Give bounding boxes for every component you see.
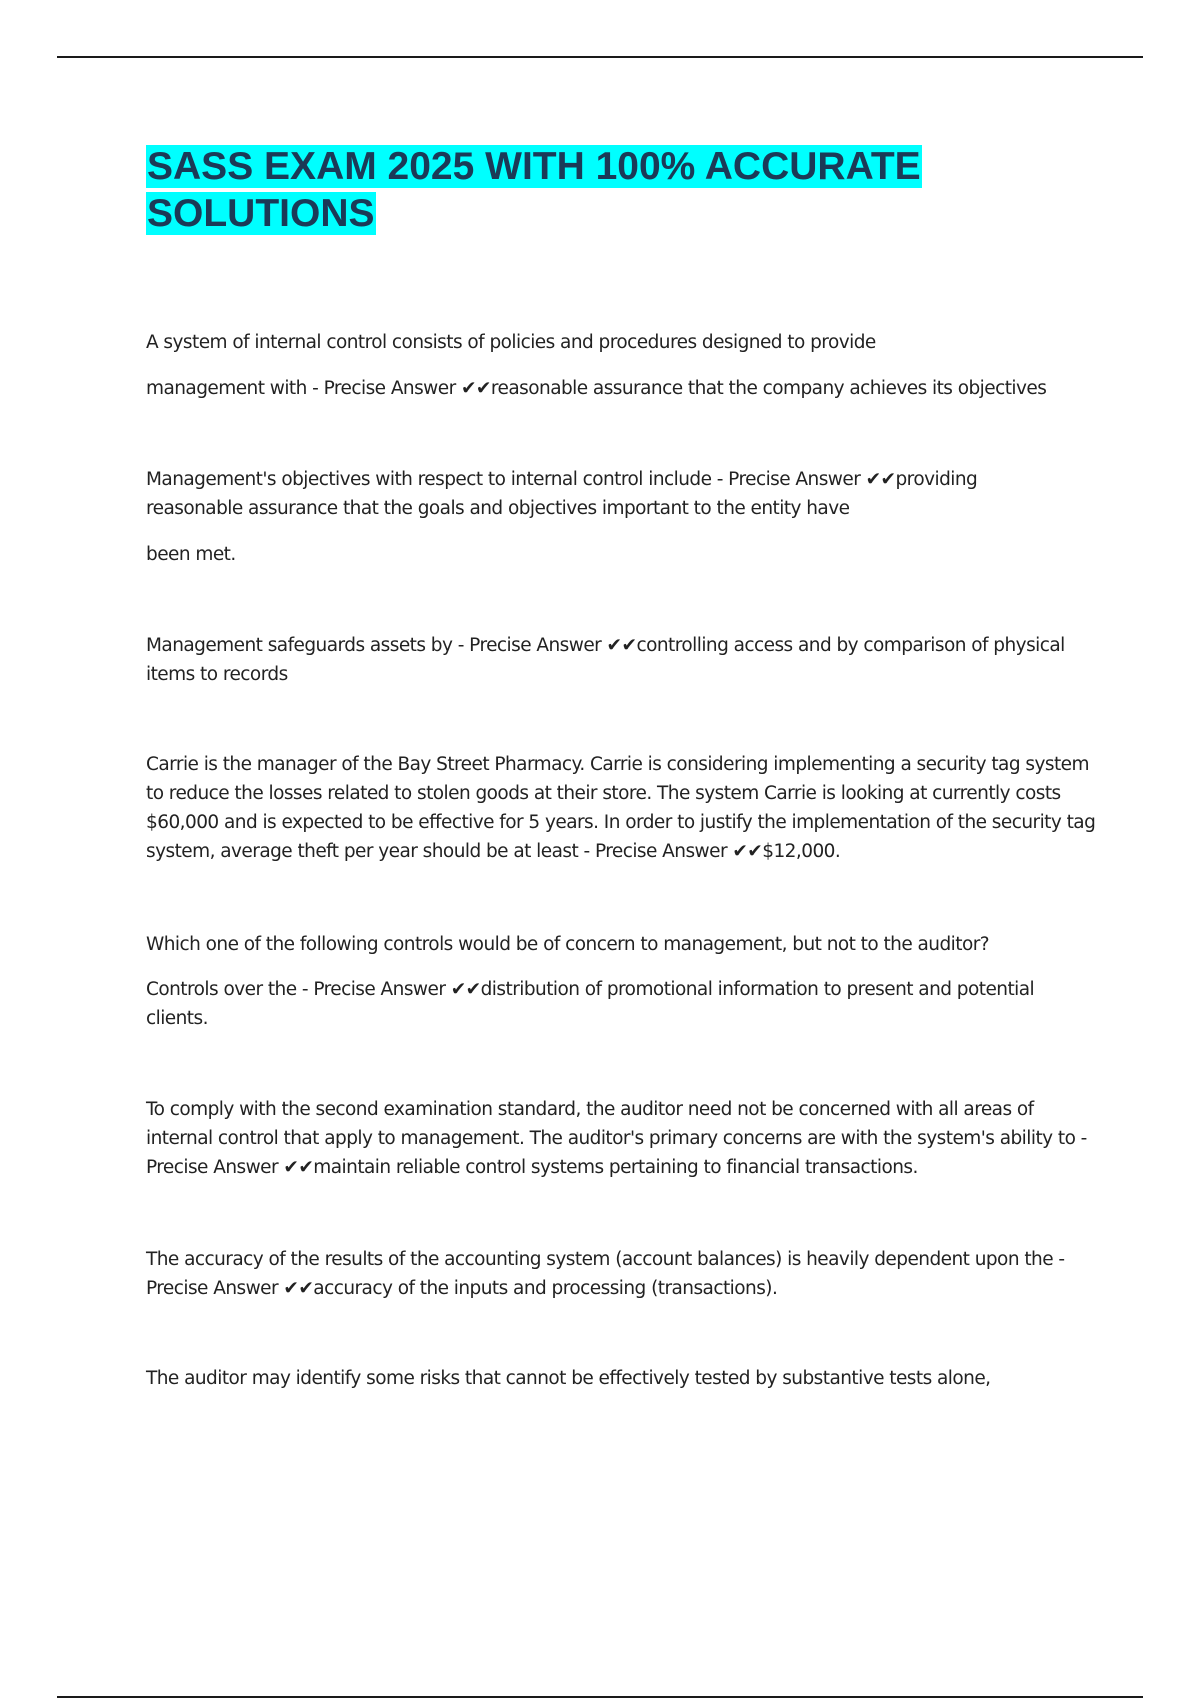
paragraph-1: A system of internal control consists of policies and procedures designed to provide [146,332,876,353]
title-highlight: SASS EXAM 2025 WITH 100% ACCURATE SOLUTIONS [147,145,921,235]
paragraph-6: Carrie is the manager of the Bay Street Pharmacy. Carrie is considering implementing a security tag system to reduce the losses related to stolen goods at their store. The system Carrie is looking at currently costs $60,000 and is expected to be effective for 5 years. In order to justify the implementation of the security tag system, average theft per year should be at least - Precise Answer ✔✔$12,000. [146,754,1096,862]
paragraph-3: Management's objectives with respect to internal control include - Precise Answer ✔✔providing reasonable assurance that the goals and objectives important to the entity have [146,469,978,519]
paragraph-10: The accuracy of the results of the accounting system (account balances) is heavily dependent upon the - Precise Answer ✔✔accuracy of the inputs and processing (transactions). [146,1249,1065,1299]
paragraph-4: been met. [146,544,236,565]
paragraph-11: The auditor may identify some risks that cannot be effectively tested by substantive tests alone, [146,1368,991,1389]
document-title [146,143,1026,237]
header-rule [57,56,1143,58]
paragraph-7: Which one of the following controls would be of concern to management, but not to the auditor? [146,934,990,955]
paragraph-8: Controls over the - Precise Answer ✔✔distribution of promotional information to present and potential clients. [146,979,1035,1029]
paragraph-2: management with - Precise Answer ✔✔reasonable assurance that the company achieves its objectives [146,378,1047,399]
paragraph-5: Management safeguards assets by - Precise Answer ✔✔controlling access and by comparison of physical items to records [146,635,1065,685]
paragraph-9: To comply with the second examination standard, the auditor need not be concerned with all areas of internal control that apply to management. The auditor's primary concerns are with the system's ability to - Precise Answer ✔✔maintain reliable control systems pertaining to financial transactions. [146,1099,1087,1178]
footer-rule [57,1696,1143,1698]
